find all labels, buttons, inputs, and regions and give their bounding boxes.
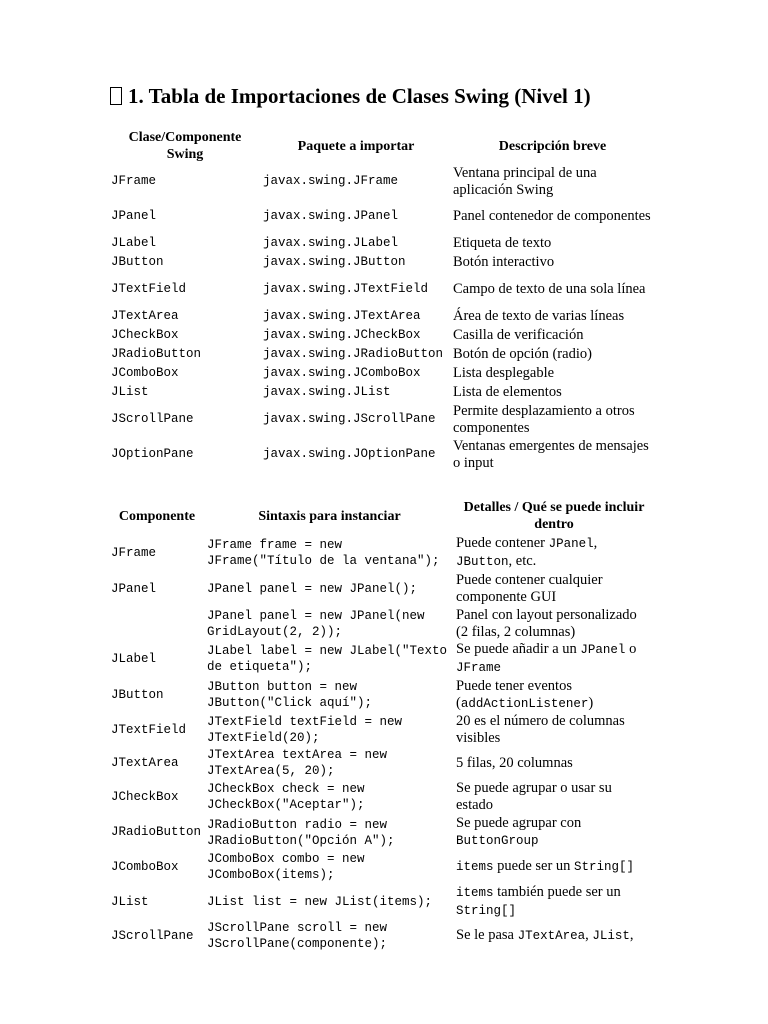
table-row [109,677,654,713]
package-cell: javax.swing.JScrollPane [263,412,436,426]
text-fragment: 20 es el número de columnas visibles [456,713,625,746]
details-cell [454,747,654,779]
table-row [109,641,654,677]
text-fragment: Puede contener [456,535,549,551]
text-fragment: Puede tener eventos ( [456,677,572,711]
text-fragment: Se puede agrupar o usar su estado [456,780,612,813]
package-cell: javax.swing.JCheckBox [263,328,421,342]
class-name-cell: JLabel [111,236,157,250]
code-fragment: JPanel [548,537,594,551]
class-name-cell: JFrame [111,174,157,188]
table-row [109,307,654,326]
class-name-cell: JScrollPane [111,412,194,426]
component-cell: JLabel [111,651,157,666]
syntax-table [109,497,654,952]
code-fragment: ButtonGroup [456,834,539,848]
description-cell: Ventana principal de una aplicación Swing [453,164,597,198]
imports-header-description: Descripción breve [498,138,607,154]
code-fragment: addActionListener [460,696,589,711]
table-row [109,272,654,307]
syntax-cell: JButton button = new JButton("Click aquí"); [207,680,373,710]
text-fragment: Se puede añadir a un [456,641,581,657]
table-row [109,920,654,952]
details-cell [454,920,654,952]
syntax-cell: JComboBox combo = new JComboBox(items); [207,852,365,882]
class-name-cell: JList [111,385,149,399]
package-cell: javax.swing.JButton [263,255,406,269]
syntax-cell: JTextArea textArea = new JTextArea(5, 20); [207,748,388,778]
description-cell: Campo de texto de una sola línea [453,281,646,297]
table-row [109,850,654,884]
details-cell [454,607,654,641]
component-cell: JTextArea [111,755,179,770]
table-row [109,383,654,402]
table-row [109,747,654,779]
class-name-cell: JButton [111,255,164,269]
component-cell: JRadioButton [111,825,202,839]
component-cell: JButton [111,687,164,702]
table-row [109,234,654,253]
syntax-cell: JList list = new JList(items); [207,895,433,909]
class-name-cell: JPanel [111,209,157,223]
table-row [109,402,654,437]
table-row [109,571,654,607]
code-fragment: JPanel [580,643,626,657]
page-title-text: 1. Tabla de Importaciones de Clases Swing (Nivel 1) [128,84,591,108]
package-cell: javax.swing.JPanel [263,209,399,223]
imports-header-row [109,128,654,164]
syntax-header-syntax: Sintaxis para instanciar [258,508,401,524]
syntax-cell: JRadioButton radio = new JRadioButton("Opción A"); [207,817,395,848]
code-fragment: items [456,886,494,900]
description-cell: Etiqueta de texto [453,235,552,251]
text-fragment: también puede ser un [493,884,621,900]
component-cell: JFrame [111,545,157,560]
package-cell: javax.swing.JRadioButton [263,347,444,361]
description-cell: Botón interactivo [453,254,555,270]
description-cell: Permite desplazamiento a otros componentes [453,402,635,436]
code-fragment: String[] [574,860,635,874]
text-fragment: 5 filas, 20 columnas [456,754,573,771]
details-cell [454,850,654,884]
package-cell: javax.swing.JList [263,385,391,399]
package-cell: javax.swing.JComboBox [263,366,421,380]
component-cell: JTextField [111,722,187,737]
code-fragment: JTextArea [517,929,586,943]
text-fragment: Puede contener cualquier componente GUI [456,572,603,605]
description-cell: Panel contenedor de componentes [453,208,651,224]
table-row [109,713,654,747]
table-row [109,815,654,850]
description-cell: Lista de elementos [453,384,562,400]
package-cell: javax.swing.JLabel [263,236,399,250]
package-cell: javax.swing.JOptionPane [263,447,436,461]
text-fragment: Se le pasa [456,927,518,943]
class-name-cell: JOptionPane [111,447,194,461]
imports-header-class: Clase/Componente Swing [128,130,242,162]
details-cell [454,677,654,713]
component-cell: JComboBox [111,859,179,874]
text-fragment: , [593,535,598,551]
page-title [110,84,591,109]
table-row [109,535,654,571]
text-fragment: , etc. [508,553,537,569]
description-cell: Ventanas emergentes de mensajes o input [453,437,649,471]
text-fragment: Se puede agrupar con [456,815,582,831]
table-row [109,326,654,345]
code-fragment: String[] [456,904,517,918]
imports-table [109,128,654,472]
package-cell: javax.swing.JTextArea [263,309,421,323]
details-cell [454,535,654,571]
details-cell [454,641,654,677]
missing-glyph-icon [110,87,122,105]
details-cell [454,779,654,815]
text-fragment: o [625,641,637,657]
description-cell: Botón de opción (radio) [453,346,592,362]
syntax-cell: JPanel panel = new JPanel(new GridLayout(2, 2)); [207,609,425,639]
table-row [109,364,654,383]
syntax-cell: JFrame frame = new JFrame("Título de la ventana"); [207,538,440,568]
component-cell [109,607,205,641]
class-name-cell: JCheckBox [111,328,179,342]
description-cell: Lista desplegable [453,365,555,381]
text-fragment: ) [588,694,594,711]
syntax-cell: JTextField textField = new JTextField(20); [207,715,403,745]
code-fragment: JList [592,929,630,943]
text-fragment: , [629,927,634,943]
class-name-cell: JRadioButton [111,347,202,361]
syntax-header-row [109,497,654,535]
description-cell: Área de texto de varias líneas [453,308,625,324]
table-row [109,199,654,234]
package-cell: javax.swing.JTextField [263,282,429,296]
details-cell [454,884,654,920]
class-name-cell: JTextArea [111,309,179,323]
table-row [109,164,654,199]
code-fragment: JButton [456,555,509,569]
text-fragment: puede ser un [493,858,575,874]
syntax-cell: JCheckBox check = new JCheckBox("Aceptar"); [207,782,365,812]
package-cell: javax.swing.JFrame [263,174,399,188]
table-row [109,253,654,272]
table-row [109,437,654,472]
text-fragment: Panel con layout personalizado (2 filas, 2 columnas) [456,607,637,640]
details-cell [454,815,654,850]
table-row [109,779,654,815]
table-row [109,345,654,364]
component-cell: JPanel [111,581,157,596]
syntax-cell: JLabel label = new JLabel("Texto de etiqueta"); [207,644,448,674]
syntax-cell: JPanel panel = new JPanel(); [207,582,418,596]
details-cell [454,571,654,607]
component-cell: JCheckBox [111,789,179,804]
component-cell: JList [111,894,149,909]
syntax-header-details: Detalles / Qué se puede incluir dentro [463,500,645,532]
details-cell [454,713,654,747]
syntax-header-component: Componente [118,508,196,524]
imports-header-package: Paquete a importar [297,138,415,154]
syntax-cell: JScrollPane scroll = new JScrollPane(componente); [207,921,388,951]
class-name-cell: JComboBox [111,366,179,380]
class-name-cell: JTextField [111,282,187,296]
description-cell: Casilla de verificación [453,327,584,343]
table-row [109,884,654,920]
code-fragment: JFrame [456,661,502,675]
component-cell: JScrollPane [111,928,194,943]
text-fragment: , [585,927,593,943]
code-fragment: items [456,860,494,874]
table-row [109,607,654,641]
